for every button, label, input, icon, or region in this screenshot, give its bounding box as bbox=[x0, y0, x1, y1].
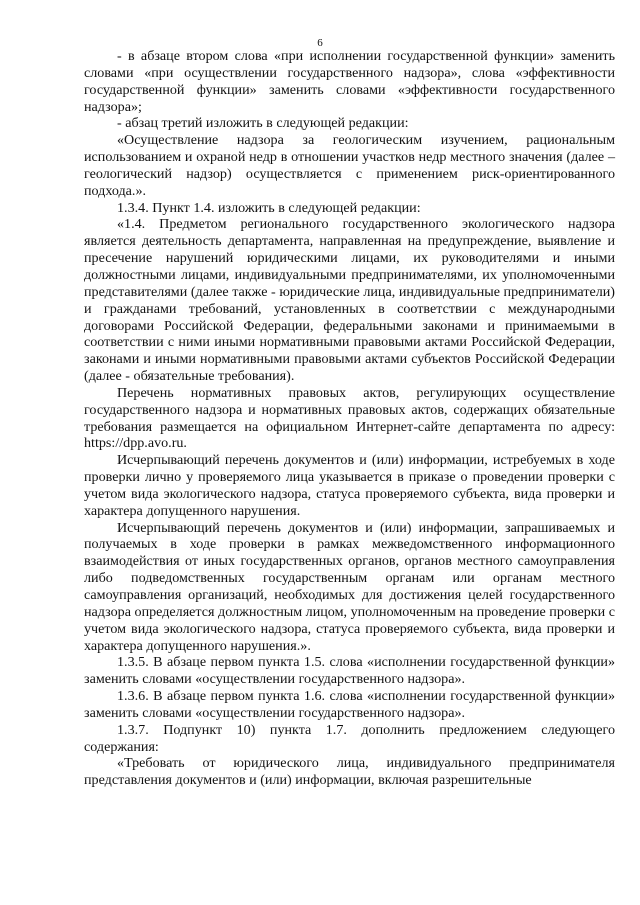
paragraph-documents-list: Исчерпывающий перечень документов и (или) информации, истребуемых в ходе проверки лично у проверяемого лица указывается в приказе о проведении проверки с учетом вида экологического надзора, статуса проверяемого субъекта, вида проверки и характера допущенного нарушения. bbox=[84, 452, 615, 519]
paragraph-require-documents: «Требовать от юридического лица, индивидуального предпринимателя представления документов и (или) информации, включая разрешительные bbox=[84, 755, 615, 789]
paragraph-legal-acts-list: Перечень нормативных правовых актов, регулирующих осуществление государственного надзора и нормативных правовых актов, содержащих обязательные требования размещается на официальном Интернет-сайте департамента по адресу: https://dpp.avo.ru. bbox=[84, 384, 615, 452]
paragraph-item-1-3-7: 1.3.7. Подпункт 10) пункта 1.7. дополнить предложением следующего содержания: bbox=[84, 721, 615, 755]
paragraph-geological-supervision: «Осуществление надзора за геологическим изучением, рациональным использованием и охраной недр в отношении участков недр местного значения (далее – геологический надзор) осуществляется с применением риск-ориентированного подхода.». bbox=[84, 132, 615, 199]
paragraph-item-1-3-4: 1.3.4. Пункт 1.4. изложить в следующей редакции: bbox=[117, 199, 421, 216]
document-body bbox=[84, 48, 615, 789]
paragraph-third-abzac-intro: - абзац третий изложить в следующей редакции: bbox=[117, 115, 409, 132]
paragraph-item-1-4-subject: «1.4. Предметом регионального государственного экологического надзора является деятельность департамента, направленная на предупреждение, выявление и пресечение нарушений юридическими лицами, их руководителями и иными должностными лицами, индивидуальными предпринимателями, их уполномоченными представителями (далее также - юридические лица, индивидуальные предприниматели) и гражданами требований, установленных в соответствии с международными договорами Российской Федерации, федеральными законами и принимаемыми в соответствии с ними иными нормативными правовыми актами Российской Федерации, законами и иными нормативными правовыми актами субъектов Российской Федерации (далее - обязательные требования). bbox=[84, 216, 615, 385]
paragraph-interagency-documents: Исчерпывающий перечень документов и (или) информации, запрашиваемых и получаемых в ходе проверки в рамках межведомственного информационного взаимодействия от иных государственных органов, органов местного самоуправления либо подведомственных государственным органам или органам местного самоуправления организаций, необходимых для достижения целей государственного надзора определяется должностным лицом, уполномоченным на проведение проверки с учетом вида экологического надзора, статуса проверяемого субъекта, вида проверки и характера допущенного нарушения.». bbox=[84, 519, 615, 654]
paragraph-item-1-3-5: 1.3.5. В абзаце первом пункта 1.5. слова «исполнении государственной функции» заменить словами «осуществлении государственного надзора». bbox=[84, 654, 615, 688]
paragraph-item-1-3-6: 1.3.6. В абзаце первом пункта 1.6. слова «исполнении государственной функции» заменить словами «осуществлении государственного надзора». bbox=[84, 688, 615, 721]
page-number: 6 bbox=[317, 37, 323, 49]
paragraph-amendment-second-abzac: - в абзаце втором слова «при исполнении государственной функции» заменить словами «при осуществлении государственного надзора», слова «эффективности государственной функции» заменить словами «эффективности государственного надзора»; bbox=[84, 48, 615, 115]
